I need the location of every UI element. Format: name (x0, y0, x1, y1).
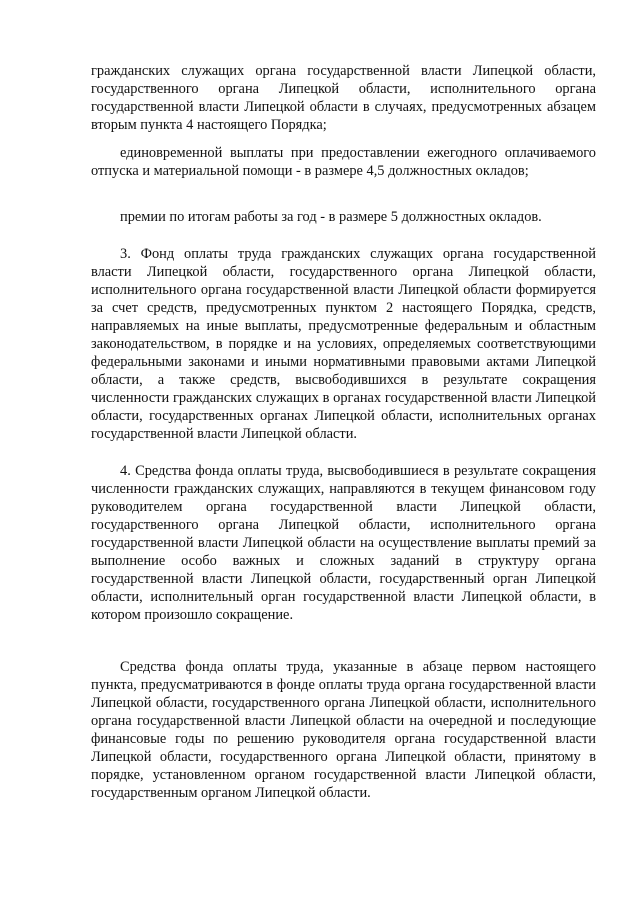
paragraph-clause-4: 4. Средства фонда оплаты труда, высвободившиеся в результате сокращения численности гражданских служащих, направляются в текущем финансовом году руководителем органа государственной власти Липецкой области, государственного органа Липецкой области, исполнительного органа государственной власти Липецкой области на осуществление выплаты премий за выполнение особо важных и сложных заданий в структуру органа государственной власти Липецкой области, государственный орган Липецкой области, исполнительный орган государственной власти Липецкой области, в котором произошло сокращение. (91, 463, 596, 623)
paragraph-continuation: гражданских служащих органа государственной власти Липецкой области, государственного органа Липецкой области, исполнительного органа государственной власти Липецкой области в случаях, предусмотренных абзацем вторым пункта 4 настоящего Порядка; (91, 63, 596, 133)
paragraph-clause-4-part-2: Средства фонда оплаты труда, указанные в абзаце первом настоящего пункта, предусматриваются в фонде оплаты труда органа государственной власти Липецкой области, государственного органа Липецкой области, исполнительного органа государственной власти Липецкой области на очередной и последующие финансовые годы по решению руководителя органа государственной власти Липецкой области, государственного органа Липецкой области, принятому в порядке, установленном органом государственной власти Липецкой области, государственным органом Липецкой области. (91, 659, 596, 801)
paragraph-one-time-payment: единовременной выплаты при предоставлении ежегодного оплачиваемого отпуска и материальной помощи - в размере 4,5 должностных окладов; (91, 145, 596, 179)
paragraph-annual-bonus: премии по итогам работы за год - в размере 5 должностных окладов. (120, 209, 542, 225)
paragraph-clause-3: 3. Фонд оплаты труда гражданских служащих органа государственной власти Липецкой области, государственного органа Липецкой области, исполнительного органа государственной власти Липецкой области формируется за счет средств, предусмотренных пунктом 2 настоящего Порядка, средств, направляемых на иные выплаты, предусмотренные федеральным и областным законодательством, в порядке и на условиях, определяемых соответствующими федеральными законами и иными нормативными правовыми актами Липецкой области, а также средств, высвободившихся в результате сокращения численности гражданских служащих в органах государственной власти Липецкой области, государственных органах Липецкой области, исполнительных органах государственной власти Липецкой области. (91, 246, 596, 442)
